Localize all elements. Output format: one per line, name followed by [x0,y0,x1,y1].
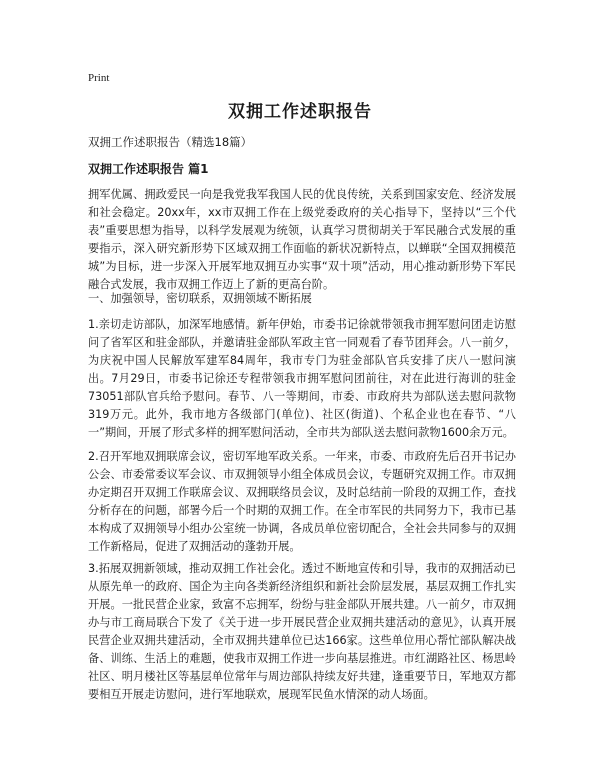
section-heading: 双拥工作述职报告 篇1 [88,162,209,176]
document-subtitle: 双拥工作述职报告（精选18篇） [88,135,253,149]
print-link[interactable]: Print [88,72,110,84]
paragraph-intro: 拥军优属、拥政爱民一向是我党我军我国人民的优良传统，关系到国家安危、经济发展和社会稳定。20xx年，xx市双拥工作在上级党委政府的关心指导下，坚持以“三个代表”重要思想为指导，以科学发展观为统领，认真学习贯彻胡关于军民融合式发展的重要指示，深入研究新形势下区域双拥工作面临的新状况新特点，以蝉联“全国双拥模范城”为目标，进一步深入开展军地双拥互办实事“双十项”活动，用心推动新形势下军民融合式发展，我市双拥工作迈上了新的更高台阶。 [88,188,516,291]
paragraph-heading-1: 一、加强领导，密切联系，双拥领域不断拓展 [88,292,312,305]
page-title: 双拥工作述职报告 [228,102,372,122]
paragraph-item-3: 3.拓展双拥新领域，推动双拥工作社会化。透过不断地宣传和引导，我市的双拥活动已从原先单一的政府、国企为主向各类新经济组织和新社会阶层发展，基层双拥工作扎实开展。一批民营企业家，致富不忘拥军，纷纷与驻金部队开展共建。八一前夕，市双拥办与市工商局联合下发了《关于进一步开展民营企业双拥共建活动的意见》，认真开展民营企业双拥共建活动，全市双拥共建单位已达166家。这些单位用心帮忙部队解决战备、训练、生活上的难题，使我市双拥工作进一步向基层推进。市红湖路社区、杨思岭社区、明月楼社区等基层单位常年与周边部队持续友好共建，逢重要节日，军地双方都要相互开展走访慰问，进行军地联欢，展现军民鱼水情深的动人场面。 [88,562,516,701]
paragraph-item-1: 1.亲切走访部队，加深军地感情。新年伊始，市委书记徐就带领我市拥军慰问团走访慰问了省军区和驻金部队，并邀请驻金部队军政主官一同观看了春节团拜会。八一前夕，为庆祝中国人民解放军建军84周年，我市专门为驻金部队官兵安排了庆八一慰问演出。7月29日，市委书记徐还专程带领我市拥军慰问团前往，对在此进行海训的驻金73051部队官兵给予慰问。春节、八一等期间，市委、市政府共为部队送去慰问款物319万元。此外，我市地方各级部门(单位)、社区(街道)、个私企业也在春节、“八一”期间，开展了形式多样的拥军慰问活动，全市共为部队送去慰问款物1600余万元。 [88,318,516,439]
paragraph-item-2: 2.召开军地双拥联席会议，密切军地军政关系。一年来，市委、市政府先后召开书记办公会、市委常委议军会议、市双拥领导小组全体成员会议，专题研究双拥工作。市双拥办定期召开双拥工作联席会议、双拥联络员会议，及时总结前一阶段的双拥工作，查找分析存在的问题，部署今后一个时期的双拥工作。在全市军民的共同努力下，我市已基本构成了双拥领导小组办公室统一协调，各成员单位密切配合，全社会共同参与的双拥工作新格局，促进了双拥活动的蓬勃开展。 [88,450,516,553]
